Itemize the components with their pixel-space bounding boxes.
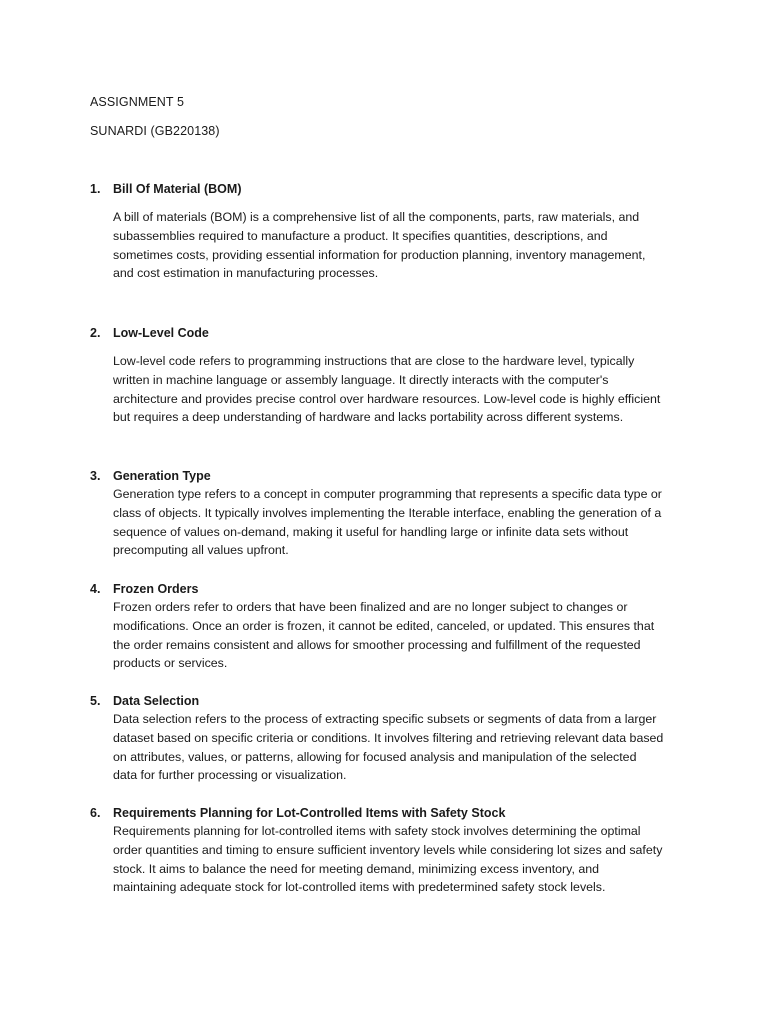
section-frozen-orders (90, 580, 690, 673)
body-line: Data selection refers to the process of extracting specific subsets or segments of data from a larger (113, 712, 657, 726)
body-line: precomputing all values upfront. (113, 543, 289, 558)
body-line: modifications. Once an order is frozen, it cannot be edited, canceled, or updated. This ensures that (113, 618, 655, 633)
section-number: 1. (90, 182, 101, 196)
section-body (113, 352, 685, 427)
body-line: written in machine language or assembly language. It directly interacts with the computer's (113, 372, 609, 387)
section-number: 4. (90, 582, 101, 596)
section-number: 2. (90, 326, 101, 340)
section-body (113, 485, 685, 560)
section-title: Requirements Planning for Lot-Controlled Items with Safety Stock (113, 806, 506, 820)
body-line: Requirements planning for lot-controlled items with safety stock involves determining the optimal (113, 824, 641, 838)
section-requirements-planning (90, 804, 690, 897)
section-generation-type (90, 467, 690, 560)
body-line: products or services. (113, 656, 228, 671)
section-title: Generation Type (113, 469, 211, 483)
section-title: Bill Of Material (BOM) (113, 182, 242, 196)
section-title: Frozen Orders (113, 582, 199, 596)
section-body (113, 598, 685, 673)
body-line: and cost estimation in manufacturing processes. (113, 266, 379, 281)
section-heading (90, 804, 690, 822)
section-bill-of-material (90, 180, 690, 283)
body-line: sometimes costs, providing essential information for production planning, inventory management, (113, 247, 646, 262)
body-line: the order remains consistent and allows for smoother processing and fulfillment of the requested (113, 637, 641, 652)
section-number: 5. (90, 694, 101, 708)
body-line: stock. It aims to balance the need for meeting demand, minimizing excess inventory, and (113, 861, 600, 876)
body-line: Frozen orders refer to orders that have been finalized and are no longer subject to changes or (113, 600, 628, 614)
body-line: class of objects. It typically involves implementing the Iterable interface, enabling the generation of a (113, 505, 662, 520)
body-line: data for further processing or visualization. (113, 768, 347, 783)
body-line: sequence of values on-demand, making it useful for handling large or infinite data sets without (113, 524, 629, 539)
body-line: subassemblies required to manufacture a product. It specifies quantities, descriptions, and (113, 228, 608, 243)
section-heading (90, 692, 690, 710)
document-author: SUNARDI (GB220138) (90, 124, 220, 138)
body-line: on attributes, values, or patterns, allowing for focused analysis and manipulation of the selected (113, 749, 637, 764)
section-heading (90, 180, 690, 198)
section-number: 6. (90, 806, 101, 820)
body-line: order quantities and timing to ensure sufficient inventory levels while considering lot sizes and safety (113, 842, 663, 857)
section-body (113, 822, 685, 897)
body-line: A bill of materials (BOM) is a comprehensive list of all the components, parts, raw materials, and (113, 210, 640, 224)
section-title: Data Selection (113, 694, 200, 708)
section-low-level-code (90, 324, 690, 427)
body-line: Generation type refers to a concept in computer programming that represents a specific data type or (113, 487, 662, 501)
body-line: dataset based on specific criteria or conditions. It involves filtering and retrieving relevant data based (113, 730, 664, 745)
body-line: Low-level code refers to programming instructions that are close to the hardware level, typically (113, 354, 635, 368)
body-line: architecture and provides precise control over hardware resources. Low-level code is highly efficient (113, 391, 661, 406)
section-heading (90, 467, 690, 485)
section-body (113, 208, 685, 283)
section-heading (90, 324, 690, 342)
body-line: maintaining adequate stock for lot-controlled items with predetermined safety stock levels. (113, 880, 606, 895)
section-data-selection (90, 692, 690, 785)
section-title: Low-Level Code (113, 326, 209, 340)
section-heading (90, 580, 690, 598)
section-number: 3. (90, 469, 101, 483)
document-title: ASSIGNMENT 5 (90, 95, 185, 109)
body-line: but requires a deep understanding of hardware and lacks portability across different systems. (113, 410, 624, 425)
section-body (113, 710, 685, 785)
